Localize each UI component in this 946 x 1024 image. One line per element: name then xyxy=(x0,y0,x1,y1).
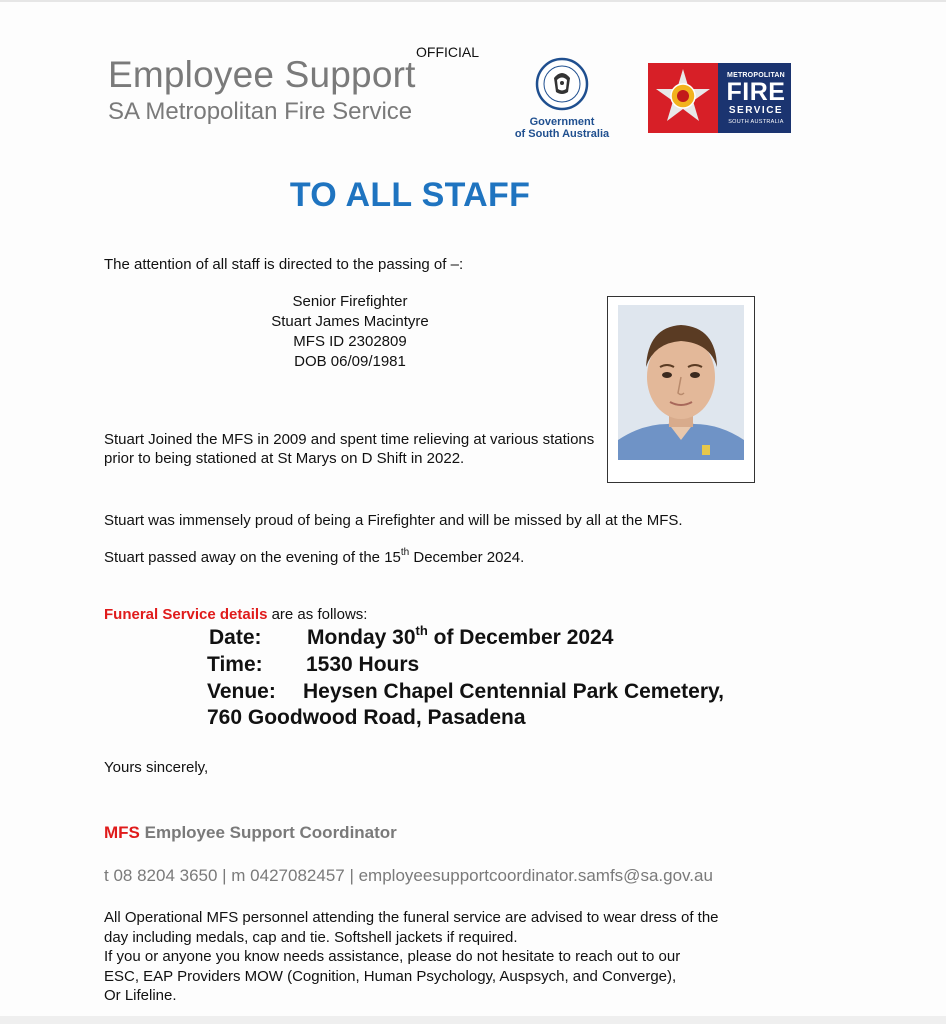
signature-title xyxy=(104,823,397,843)
signature-role: Employee Support Coordinator xyxy=(139,823,397,842)
person-id: MFS ID 2302809 xyxy=(293,333,407,350)
top-border xyxy=(0,0,946,2)
funeral-intro-rest: are as follows: xyxy=(267,606,368,623)
date-value-end: of December 2024 xyxy=(427,626,614,649)
mfs-logo-service: SERVICE xyxy=(728,105,784,116)
passed-paragraph xyxy=(104,548,524,567)
page-heading: TO ALL STAFF xyxy=(289,176,531,214)
date-value-start: Monday 30 xyxy=(307,626,416,649)
note-line: ESC, EAP Providers MOW (Cognition, Human Psychology, Auspsych, and Converge), xyxy=(104,967,677,985)
classification-label: OFFICIAL xyxy=(416,44,480,60)
date-value xyxy=(307,623,614,650)
person-name: Stuart James Macintyre xyxy=(271,313,429,330)
contact-line: t 08 8204 3650 | m 0427082457 | employeesupportcoordinator.samfs@sa.gov.au xyxy=(104,866,713,885)
closing-text: Yours sincerely, xyxy=(104,759,209,776)
venue-line2: 760 Goodwood Road, Pasadena xyxy=(207,706,526,729)
header-title: Employee Support xyxy=(108,54,416,95)
passed-suffix: th xyxy=(400,547,410,558)
person-details xyxy=(210,292,490,372)
funeral-highlight: Funeral Service details xyxy=(104,606,268,623)
venue-line1: Heysen Chapel Centennial Park Cemetery, xyxy=(303,680,724,703)
portrait-frame xyxy=(607,296,755,483)
gov-sa-logo xyxy=(500,56,624,144)
portrait-photo xyxy=(618,305,744,460)
mfs-logo-main: FIRE xyxy=(726,78,786,106)
passed-text-end: December 2024. xyxy=(409,549,525,566)
time-value: 1530 Hours xyxy=(306,653,420,676)
passed-text-start: Stuart passed away on the evening of the 15 xyxy=(104,549,401,566)
fire-service-star-icon xyxy=(648,63,718,133)
header-subtitle: SA Metropolitan Fire Service xyxy=(108,98,413,125)
funeral-intro xyxy=(104,606,367,623)
gov-logo-line1: Government xyxy=(529,116,595,128)
signature-org: MFS xyxy=(104,823,140,842)
note-line: day including medals, cap and tie. Softshell jackets if required. xyxy=(104,928,518,946)
note-line: Or Lifeline. xyxy=(104,987,177,1004)
time-label: Time: xyxy=(207,653,263,676)
note-line: If you or anyone you know needs assistance, please do not hesitate to reach out to our xyxy=(104,948,681,965)
mfs-logo-top: METROPOLITAN xyxy=(727,72,785,79)
venue-label: Venue: xyxy=(207,680,276,703)
mfs-badge xyxy=(648,63,718,133)
date-suffix: th xyxy=(415,623,428,638)
bottom-border xyxy=(0,1016,946,1024)
mfs-logo xyxy=(648,63,791,133)
proud-paragraph: Stuart was immensely proud of being a Firefighter and will be missed by all at the MFS. xyxy=(104,512,683,529)
piping-shrike-seal-icon xyxy=(500,56,624,116)
mfs-logo-bottom: SOUTH AUSTRALIA xyxy=(728,119,784,125)
date-label: Date: xyxy=(209,626,262,649)
gov-logo-line2: of South Australia xyxy=(514,128,610,140)
person-rank: Senior Firefighter xyxy=(292,293,408,310)
career-paragraph: Stuart Joined the MFS in 2009 and spent time relieving at various stations prior to being stationed at St Marys on D Shift in 2022. xyxy=(104,431,595,467)
note-line: All Operational MFS personnel attending the funeral service are advised to wear dress of the xyxy=(104,909,719,926)
person-dob: DOB 06/09/1981 xyxy=(294,353,406,370)
portrait-image xyxy=(618,305,744,460)
notes-block xyxy=(104,908,824,1006)
intro-text: The attention of all staff is directed to the passing of –: xyxy=(104,256,464,273)
